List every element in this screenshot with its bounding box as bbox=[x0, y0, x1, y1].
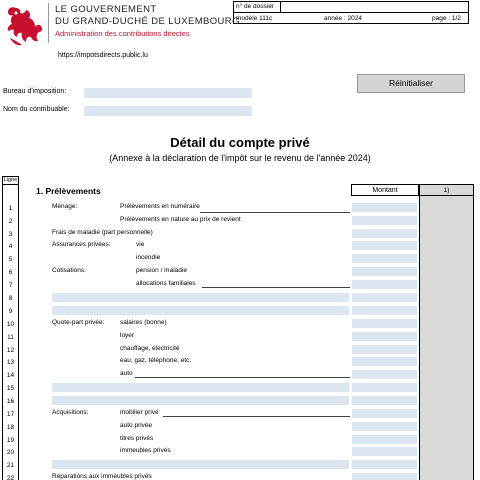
free-text-field-16[interactable] bbox=[52, 396, 349, 405]
amount-input-8[interactable] bbox=[352, 293, 417, 302]
amount-input-1[interactable] bbox=[352, 203, 417, 212]
line-number: 8 bbox=[8, 295, 13, 302]
col1-header: 1) bbox=[419, 184, 474, 196]
annee-label: année : 2024 bbox=[324, 15, 362, 22]
row-label-reparations: Réparations aux immeubles privés bbox=[52, 473, 152, 480]
line-number: 10 bbox=[6, 321, 15, 328]
amount-input-11[interactable] bbox=[352, 332, 417, 341]
line-number: 18 bbox=[6, 424, 15, 431]
row-label-alloc: allocations familiales bbox=[136, 280, 196, 287]
row-label-immeubles: immeubles privés bbox=[120, 447, 171, 454]
amount-input-19[interactable] bbox=[352, 435, 417, 444]
section-title-prelevements: 1. Prélèvements bbox=[36, 186, 101, 196]
line-number: 17 bbox=[6, 411, 15, 418]
amount-input-18[interactable] bbox=[352, 422, 417, 431]
amount-input-21[interactable] bbox=[352, 460, 417, 469]
montant-header: Montant bbox=[351, 184, 419, 196]
amount-input-10[interactable] bbox=[352, 319, 417, 328]
amount-input-22[interactable] bbox=[352, 473, 417, 480]
row-label-frais-med: Frais de maladie (part personnelle) bbox=[52, 229, 153, 236]
amount-input-7[interactable] bbox=[352, 280, 417, 289]
row-label-incendie: incendie bbox=[136, 254, 161, 261]
row-label-assurances: Assurances privées: bbox=[52, 241, 111, 248]
line-number: 9 bbox=[8, 308, 13, 315]
underline bbox=[202, 287, 350, 288]
free-text-field-15[interactable] bbox=[52, 383, 349, 392]
row-label-eau: eau, gaz, téléphone, etc. bbox=[120, 357, 192, 364]
line-number: 14 bbox=[6, 372, 15, 379]
row-label-acquisitions: Acquisitions: bbox=[52, 409, 89, 416]
line-number: 2 bbox=[8, 218, 13, 225]
nom-input[interactable] bbox=[84, 106, 252, 116]
nom-label: Nom du contribuable: bbox=[3, 106, 70, 113]
amount-input-6[interactable] bbox=[352, 267, 417, 276]
line-number: 6 bbox=[8, 269, 13, 276]
free-text-field-9[interactable] bbox=[52, 306, 349, 315]
row-label-salaires: salaires (bonne) bbox=[120, 319, 167, 326]
dossier-box bbox=[233, 1, 469, 24]
row-label-pension: pension / maladie bbox=[136, 267, 187, 274]
line-number: 13 bbox=[6, 359, 15, 366]
line-number: 5 bbox=[8, 256, 13, 263]
line-number: 20 bbox=[6, 449, 15, 456]
page-label: page : 1/2 bbox=[432, 15, 461, 22]
luxembourg-lion-logo-icon bbox=[2, 2, 46, 48]
row-label-chauffage: chauffage, électricité bbox=[120, 345, 180, 352]
line-number: 16 bbox=[6, 398, 15, 405]
row-label-cotisations: Cotisations: bbox=[52, 267, 86, 274]
line-number: 11 bbox=[7, 334, 14, 341]
row-label-menage: Ménage: bbox=[52, 203, 78, 210]
row-label-prelev-num: Prélèvements en numéraire bbox=[120, 203, 200, 210]
ligne-header: Ligne bbox=[3, 177, 18, 183]
website-url: https://impotsdirects.public.lu bbox=[58, 52, 148, 59]
page-subtitle: (Annexe à la déclaration de l'impôt sur le revenu de l'année 2024) bbox=[109, 153, 371, 163]
amount-input-20[interactable] bbox=[352, 447, 417, 456]
amount-input-3[interactable] bbox=[352, 229, 417, 238]
underline bbox=[135, 377, 350, 378]
row-label-prelev-nat: Prélèvements en nature au prix de revient bbox=[120, 216, 241, 223]
underline bbox=[200, 212, 350, 213]
amount-input-13[interactable] bbox=[352, 357, 417, 366]
page-title: Détail du compte privé bbox=[170, 135, 310, 150]
amount-input-14[interactable] bbox=[352, 370, 417, 379]
row-label-titres: titres privés bbox=[120, 435, 154, 442]
amount-input-15[interactable] bbox=[352, 383, 417, 392]
amount-input-5[interactable] bbox=[352, 254, 417, 263]
amount-input-17[interactable] bbox=[352, 409, 417, 418]
grey-column bbox=[419, 196, 474, 480]
row-label-quote-part: Quote-part privée: bbox=[52, 319, 105, 326]
administration-name: Administration des contributions directes bbox=[55, 29, 190, 38]
line-number: 15 bbox=[6, 385, 15, 392]
line-number: 22 bbox=[6, 475, 15, 480]
header-separator bbox=[48, 3, 49, 43]
underline bbox=[163, 416, 350, 417]
reset-button[interactable]: Réinitialiser bbox=[357, 74, 465, 93]
line-number: 7 bbox=[8, 282, 13, 289]
row-label-auto-privee: auto privée bbox=[120, 422, 153, 429]
amount-input-12[interactable] bbox=[352, 345, 417, 354]
bureau-label: Bureau d'imposition: bbox=[3, 88, 67, 95]
line-number: 12 bbox=[6, 347, 15, 354]
line-number: 1 bbox=[8, 205, 13, 212]
amount-input-9[interactable] bbox=[352, 306, 417, 315]
gov-name-line2: DU GRAND-DUCHÉ DE LUXEMBOURG bbox=[55, 16, 240, 27]
row-label-mobilier: mobilier privé bbox=[120, 409, 159, 416]
dossier-number-label: n° de dossier bbox=[236, 3, 275, 10]
bureau-input[interactable] bbox=[84, 88, 252, 98]
row-label-loyer: loyer bbox=[120, 332, 135, 339]
amount-input-2[interactable] bbox=[352, 216, 417, 225]
modele-label: modèle 111c bbox=[236, 15, 273, 22]
ligne-column bbox=[2, 176, 19, 480]
gov-name-line1: LE GOUVERNEMENT bbox=[55, 4, 157, 15]
row-label-vie: vie bbox=[136, 241, 145, 248]
line-number: 19 bbox=[6, 437, 15, 444]
line-number: 21 bbox=[6, 462, 15, 469]
row-label-auto: auto bbox=[120, 370, 133, 377]
line-number: 3 bbox=[8, 231, 13, 238]
line-number: 4 bbox=[8, 243, 13, 250]
free-text-field-8[interactable] bbox=[52, 293, 349, 302]
amount-input-16[interactable] bbox=[352, 396, 417, 405]
free-text-field-21[interactable] bbox=[52, 460, 349, 469]
amount-input-4[interactable] bbox=[352, 241, 417, 250]
